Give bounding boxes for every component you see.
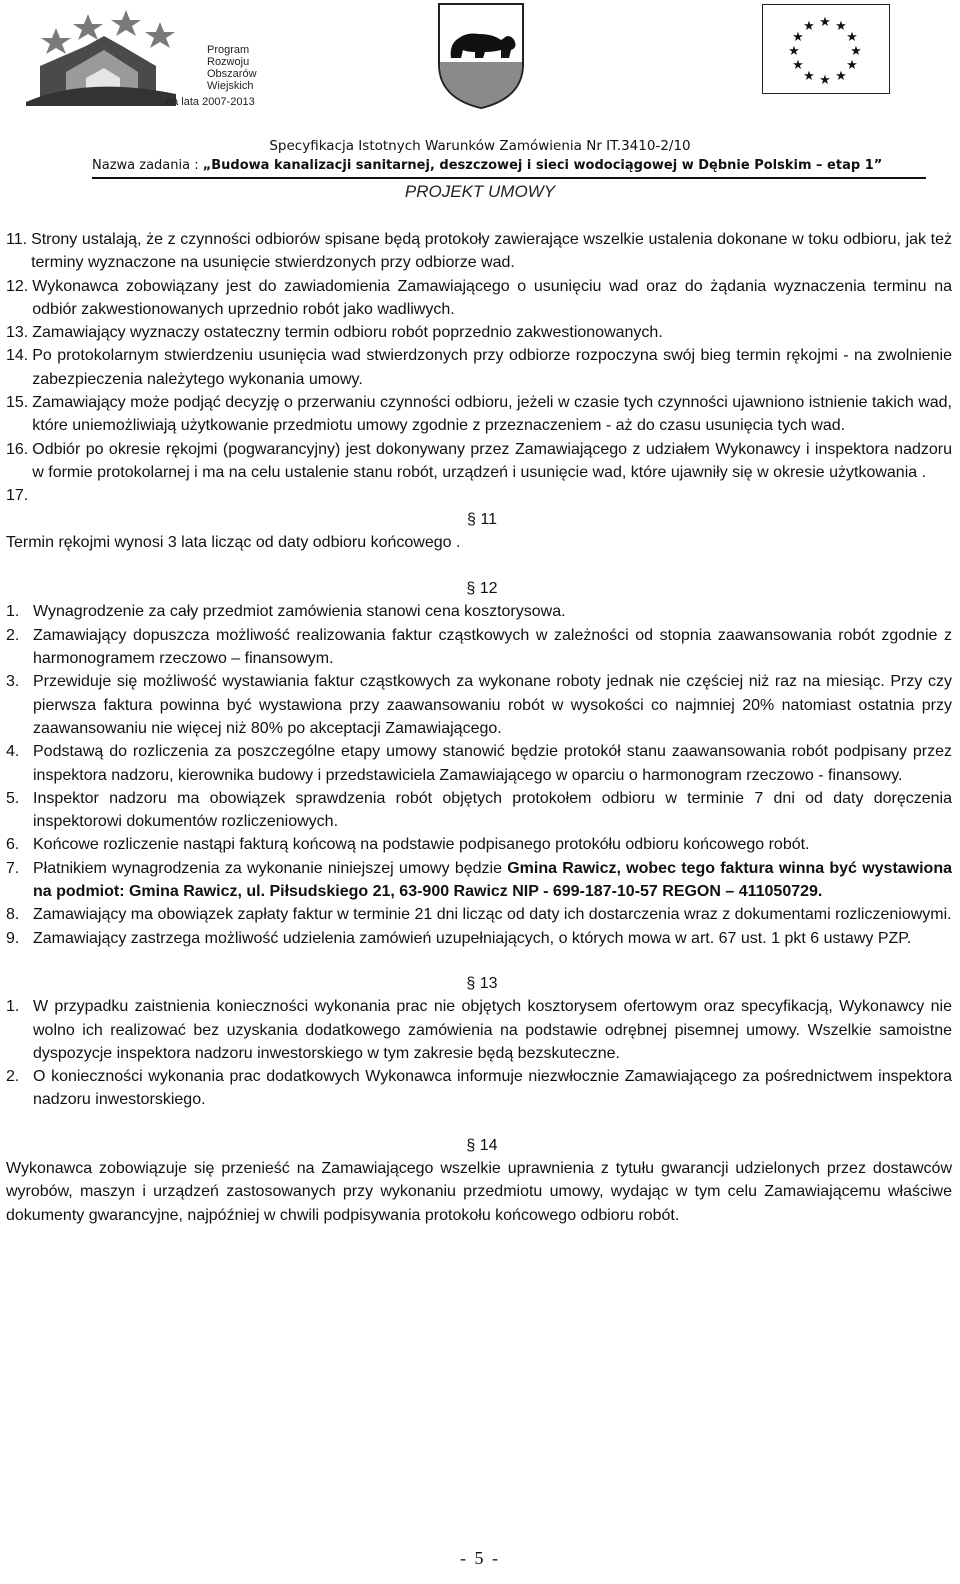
document-type: PROJEKT UMOWY	[404, 182, 556, 201]
list-item	[6, 321, 952, 344]
item-number: 2.	[6, 1068, 20, 1086]
page-number: - 5 -	[460, 1548, 500, 1568]
list-item	[6, 787, 952, 834]
list-item	[6, 391, 952, 438]
item-number: 13.	[6, 324, 29, 342]
section-heading-14: § 14	[466, 1136, 498, 1154]
item-number: 17.	[6, 487, 29, 505]
coat-of-arms	[437, 2, 525, 110]
item-number: 5.	[6, 789, 20, 807]
item-text: Zamawiający ma obowiązek zapłaty faktur w terminie 21 dni licząc od daty ich dostarczenia wraz z dokumentami rozliczeniowymi.	[33, 906, 952, 924]
item-number: 7.	[6, 859, 20, 877]
bear-shield-icon	[437, 2, 525, 110]
list-item	[6, 857, 952, 904]
list-item	[6, 670, 952, 740]
list-item	[6, 344, 952, 391]
svg-text:★: ★	[819, 73, 831, 88]
svg-text:★: ★	[850, 44, 862, 59]
section-11-text: Termin rękojmi wynosi 3 lata licząc od daty odbioru końcowego .	[6, 533, 461, 551]
item-number: 2.	[6, 626, 20, 644]
svg-text:★: ★	[835, 19, 847, 34]
task-name-line	[92, 158, 922, 173]
item-text: Zamawiający wyznaczy ostateczny termin odbioru robót poprzednio zakwestionowanych.	[32, 324, 663, 342]
item-text: Wykonawca zobowiązany jest do zawiadomienia Zamawiającego o usunięciu wad oraz do żądania wyznaczenia terminu na odbiór zakwestionowanych uprzednio robót jako wadliwych.	[32, 277, 952, 318]
item-number: 12.	[6, 277, 29, 295]
svg-text:★: ★	[788, 44, 800, 59]
prow-subtitle: na lata 2007-2013	[166, 96, 255, 108]
section-heading-12: § 12	[466, 580, 498, 598]
list-item	[6, 624, 952, 671]
item-text: Po protokolarnym stwierdzeniu usunięcia wad stwierdzonych przy odbiorze rozpoczyna swój bieg termin rękojmi - na zwolnienie zabezpieczenia należytego wykonania umowy.	[32, 347, 952, 388]
section-12-list	[6, 600, 952, 949]
item-text: Inspektor nadzoru ma obowiązek sprawdzenia robót objętych protokołem odbioru w terminie 7 dni od daty doręczenia inspektorowi dokumentów rozliczeniowych.	[33, 789, 952, 831]
header-rule	[92, 177, 926, 179]
item-number: 15.	[6, 394, 29, 412]
list-item	[6, 600, 952, 623]
item-text: Odbiór po okresie rękojmi (pogwarancyjny) jest dokonywany przez Zamawiającego z udziałem Wykonawcy i inspektora nadzoru w formie protokolarnej i ma na celu ustalenie stanu robót, urządzeń i usunięcie wad, które ujawniły się w okresie użytkowania .	[32, 440, 952, 481]
item-number: 6.	[6, 836, 20, 854]
item-number: 16.	[6, 440, 29, 458]
list-item	[6, 1065, 952, 1112]
spacer	[6, 554, 952, 577]
item-number: 8.	[6, 906, 20, 924]
eu-flag	[762, 4, 890, 94]
section-13-list	[6, 995, 952, 1111]
svg-text:★: ★	[846, 58, 858, 73]
item-number: 4.	[6, 743, 20, 761]
item-text: Podstawą do rozliczenia za poszczególne etapy umowy stanowić będzie protokół stanu zaawansowania robót podpisany przez inspektora nadzoru, kierownika budowy i przedstawiciela Zamawiającego w oparciu o harmonogram rzeczowo - finansowy.	[33, 743, 952, 784]
prow-logo	[26, 6, 256, 106]
item-number: 11.	[6, 231, 28, 248]
eu-stars-icon	[763, 5, 888, 92]
item-text	[32, 484, 952, 507]
item-text: Przewiduje się możliwość wystawiania faktur cząstkowych za wykonane roboty jednak nie częściej niż raz na miesiąc. Przy czy pierwsza faktura powinna być wystawiona przy zaawansowaniu robót w wysokości co najmniej 20% natomiast ostatnia przy zaawansowaniu nie więcej niż 80% po akceptacji Zamawiającego.	[33, 673, 952, 737]
list-item	[6, 903, 952, 926]
svg-text:★: ★	[803, 19, 815, 34]
svg-text:★: ★	[803, 69, 815, 84]
svg-text:★: ★	[792, 30, 804, 45]
svg-text:★: ★	[846, 30, 858, 45]
section-heading-11: § 11	[467, 510, 497, 528]
task-name: „Budowa kanalizacji sanitarnej, deszczowej i sieci wodociągowej w Dębnie Polskim – etap 1”	[202, 158, 883, 173]
item-number: 14.	[6, 347, 29, 365]
header-logos	[0, 0, 960, 160]
item-number: 3.	[6, 673, 20, 691]
list-item	[6, 740, 952, 787]
item-text: Strony ustalają, że z czynności odbiorów spisane będą protokoły zawierające wszelkie ustalenia dokonane w toku odbioru, jak też terminy wyznaczone na usunięcie stwierdzonych przy odbiorze wad.	[31, 231, 952, 272]
list-item	[6, 927, 952, 950]
section-14-text: Wykonawca zobowiązuje się przenieść na Zamawiającego wszelkie uprawnienia z tytułu gwarancji udzielonych przez dostawców wyrobów, maszyn i urządzeń zastosowanych przy wykonaniu przedmiotu umowy, wydając w tym celu Zamawiającemu właściwe dokumenty gwarancyjne, najpóźniej w chwili podpisywania protokołu końcowego odbioru robót.	[6, 1159, 952, 1224]
item-number: 1.	[6, 998, 20, 1016]
list-item	[6, 228, 952, 275]
item-text: O konieczności wykonania prac dodatkowych Wykonawca informuje niezwłocznie Zamawiającego za pośrednictwem inspektora nadzoru inwestorskiego.	[33, 1068, 952, 1109]
acceptance-clauses	[6, 228, 952, 508]
prow-line: Rozwoju	[207, 56, 250, 68]
item-text: Końcowe rozliczenie nastąpi fakturą końcową na podstawie podpisanego protokółu odbioru końcowego robót.	[33, 836, 810, 854]
item-text: Zamawiający dopuszcza możliwość realizowania faktur cząstkowych w zależności od stopnia zaawansowania robót zgodnie z harmonogramem rzeczowo – finansowym.	[33, 626, 952, 668]
contract-body	[6, 228, 952, 1227]
item-text: Wynagrodzenie za cały przedmiot zamówienia stanowi cena kosztorysowa.	[33, 603, 566, 621]
item-text	[33, 857, 952, 904]
prow-line: Wiejskich	[207, 80, 254, 92]
spec-title: Specyfikacja Istotnych Warunków Zamówienia Nr IT.3410-2/10	[269, 138, 691, 154]
section-heading-13: § 13	[466, 974, 498, 992]
item-number: 9.	[6, 929, 20, 947]
spacer	[6, 950, 952, 972]
prow-emblem-icon	[26, 6, 186, 106]
payer-details: Gmina Rawicz, wobec tego faktura winna być wystawiona na podmiot: Gmina Rawicz, ul. Piłsudskiego 21, 63-900 Rawicz NIP - 699-187-10-57 REGON – 411050729.	[33, 859, 953, 901]
item-text: Zamawiający zastrzega możliwość udzielenia zamówień uzupełniających, o których mowa w art. 67 ust. 1 pkt 6 ustawy PZP.	[33, 929, 912, 947]
prow-line: Obszarów	[207, 68, 257, 80]
prow-line: Program	[207, 44, 250, 56]
task-name-prefix: Nazwa zadania :	[92, 158, 203, 173]
list-item	[6, 275, 952, 322]
item-number: 1.	[6, 603, 20, 621]
svg-text:★: ★	[835, 69, 847, 84]
item-text: Zamawiający może podjąć decyzję o przerwaniu czynności odbioru, jeżeli w czasie tych czynności ujawniono istnienie takich wad, które uniemożliwiają użytkowanie przedmiotu umowy zgodnie z przeznaczeniem - aż do czasu usunięcia tych wad.	[32, 394, 952, 435]
spacer	[6, 1112, 952, 1134]
prow-title	[207, 44, 257, 92]
list-item	[6, 833, 952, 856]
list-item	[6, 438, 952, 485]
svg-text:★: ★	[819, 15, 831, 30]
item-text-plain: Płatnikiem wynagrodzenia za wykonanie niniejszej umowy będzie	[33, 859, 508, 877]
list-item	[6, 484, 952, 507]
svg-text:★: ★	[792, 58, 804, 73]
list-item	[6, 995, 952, 1065]
item-text: W przypadku zaistnienia konieczności wykonania prac nie objętych kosztorysem ofertowym oraz specyfikacją, Wykonawcy nie wolno ich realizować bez uzyskania dodatkowego zamówienia na podstawie odrębnej pisemnej umowy. Wszelkie samoistne dyspozycje inspektora nadzoru inwestorskiego w tym zakresie będą bezskuteczne.	[33, 998, 952, 1062]
